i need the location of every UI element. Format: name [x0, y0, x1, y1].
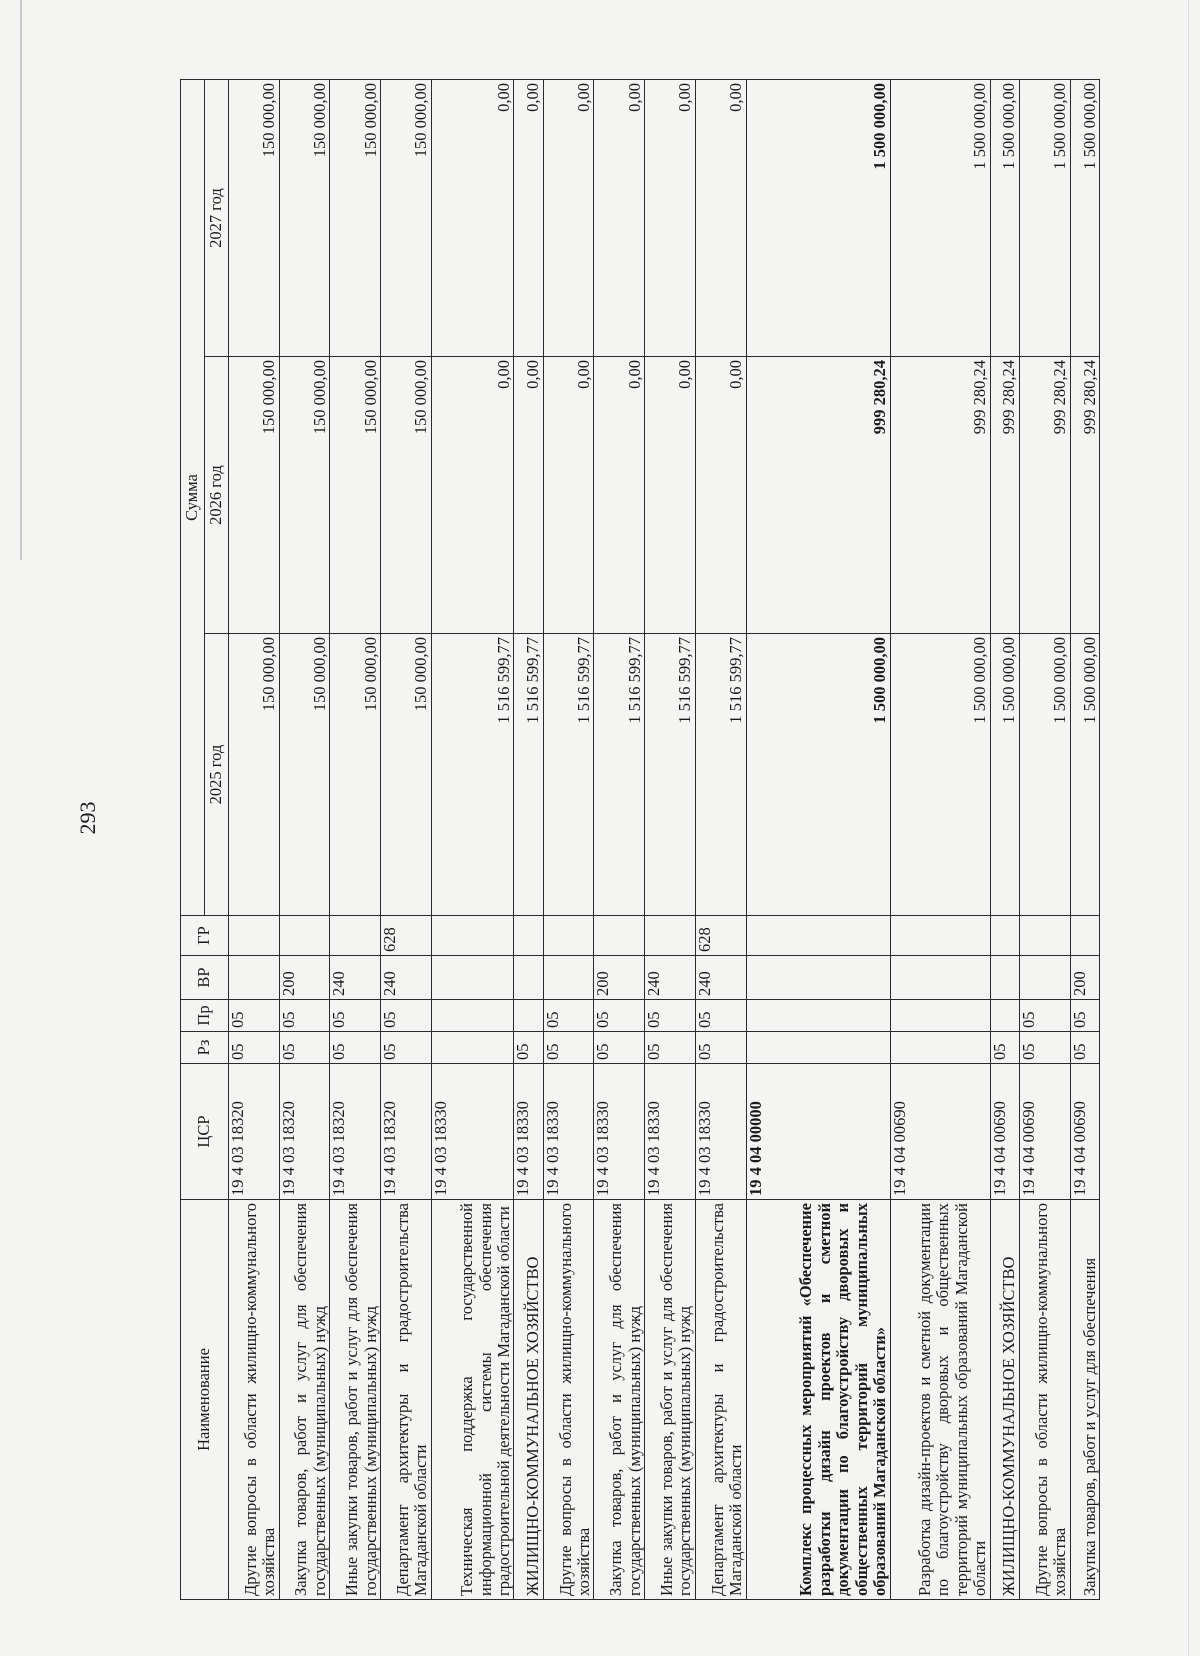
budget-table: [180, 79, 1100, 1600]
cell-y2027: 150 000,00: [229, 79, 280, 356]
table-row: [381, 79, 432, 1599]
cell-y2026: 0,00: [594, 357, 645, 634]
cell-name: Техническая поддержка государственной информационной системы обеспечения градостроительной деятельности Магаданской области: [431, 1200, 514, 1600]
cell-csr: 19 4 03 18330: [543, 1064, 594, 1200]
cell-y2026: 0,00: [431, 357, 514, 634]
cell-vr: 200: [279, 956, 330, 1000]
cell-y2025: 1 500 000,00: [990, 634, 1019, 916]
table-row: [1070, 79, 1099, 1599]
cell-y2025: 150 000,00: [381, 634, 432, 916]
table-row: [1019, 79, 1070, 1599]
cell-y2025: 1 516 599,77: [645, 634, 696, 916]
cell-rz: 05: [1019, 1032, 1070, 1064]
cell-y2027: 0,00: [645, 79, 696, 356]
cell-csr: 19 4 04 00690: [1070, 1064, 1099, 1200]
cell-gr: 628: [381, 916, 432, 956]
cell-y2026: 0,00: [514, 357, 543, 634]
cell-rz: 05: [543, 1032, 594, 1064]
header-gr: ГР: [181, 916, 229, 956]
cell-pr: 05: [1070, 1000, 1099, 1032]
cell-y2026: 0,00: [543, 357, 594, 634]
cell-rz: 05: [1070, 1032, 1099, 1064]
cell-gr: [645, 916, 696, 956]
cell-pr: 05: [229, 1000, 280, 1032]
table-row: [890, 79, 990, 1599]
cell-gr: [890, 916, 990, 956]
cell-vr: [543, 956, 594, 1000]
cell-gr: [594, 916, 645, 956]
cell-csr: 19 4 03 18320: [229, 1064, 280, 1200]
table-row: [746, 79, 890, 1599]
cell-vr: [1019, 956, 1070, 1000]
table-row: [990, 79, 1019, 1599]
cell-rz: 05: [990, 1032, 1019, 1064]
cell-y2026: 0,00: [645, 357, 696, 634]
cell-y2026: 150 000,00: [381, 357, 432, 634]
table-row: [594, 79, 645, 1599]
cell-y2027: 1 500 000,00: [746, 79, 890, 356]
cell-y2025: 1 516 599,77: [543, 634, 594, 916]
cell-rz: 05: [514, 1032, 543, 1064]
cell-y2026: 999 280,24: [990, 357, 1019, 634]
cell-gr: [514, 916, 543, 956]
cell-csr: 19 4 04 00000: [746, 1064, 890, 1200]
cell-vr: [229, 956, 280, 1000]
cell-name: Департамент архитектуры и градостроительства Магаданской области: [695, 1200, 746, 1600]
cell-pr: 05: [1019, 1000, 1070, 1032]
cell-name: Закупка товаров, работ и услуг для обеспечения государственных (муниципальных) нужд: [279, 1200, 330, 1600]
cell-pr: 05: [695, 1000, 746, 1032]
header-year-2025: 2025 год: [205, 634, 229, 916]
cell-pr: [746, 1000, 890, 1032]
cell-vr: [514, 956, 543, 1000]
cell-name: Разработка дизайн-проектов и сметной документации по благоустройству дворовых и общественных территорий муниципальных образований Магаданской области: [890, 1200, 990, 1600]
cell-rz: 05: [279, 1032, 330, 1064]
cell-name: Закупка товаров, работ и услуг для обеспечения: [1070, 1200, 1099, 1600]
cell-pr: [890, 1000, 990, 1032]
cell-name: ЖИЛИЩНО-КОММУНАЛЬНОЕ ХОЗЯЙСТВО: [514, 1200, 543, 1600]
table-row: [514, 79, 543, 1599]
cell-name: ЖИЛИЩНО-КОММУНАЛЬНОЕ ХОЗЯЙСТВО: [990, 1200, 1019, 1600]
cell-rz: [890, 1032, 990, 1064]
cell-y2027: 1 500 000,00: [890, 79, 990, 356]
cell-y2025: 1 500 000,00: [1070, 634, 1099, 916]
cell-pr: 05: [279, 1000, 330, 1032]
cell-y2025: 1 500 000,00: [1019, 634, 1070, 916]
header-name: Наименование: [181, 1200, 229, 1600]
header-sum: Сумма: [181, 79, 205, 915]
cell-rz: 05: [594, 1032, 645, 1064]
cell-y2026: 999 280,24: [1019, 357, 1070, 634]
cell-name: Другие вопросы в области жилищно-коммунального хозяйства: [543, 1200, 594, 1600]
cell-csr: 19 4 03 18330: [645, 1064, 696, 1200]
cell-rz: [431, 1032, 514, 1064]
cell-csr: 19 4 04 00690: [890, 1064, 990, 1200]
cell-csr: 19 4 03 18330: [594, 1064, 645, 1200]
table-row: [279, 79, 330, 1599]
cell-y2026: 150 000,00: [279, 357, 330, 634]
header-csr: ЦСР: [181, 1064, 229, 1200]
cell-y2025: 1 516 599,77: [514, 634, 543, 916]
cell-pr: [514, 1000, 543, 1032]
cell-csr: 19 4 03 18330: [514, 1064, 543, 1200]
cell-name: Комплекс процессных мероприятий «Обеспечение разработки дизайн проектов и сметной документации по благоустройству дворовых и общественных территорий муниципальных образований Магаданской области»: [746, 1200, 890, 1600]
cell-vr: [431, 956, 514, 1000]
scan-edge-line: [1188, 0, 1189, 1656]
budget-table-rotated: [180, 80, 1100, 1600]
cell-y2025: 150 000,00: [229, 634, 280, 916]
cell-csr: 19 4 03 18330: [695, 1064, 746, 1200]
cell-name: Иные закупки товаров, работ и услуг для обеспечения государственных (муниципальных) нужд: [645, 1200, 696, 1600]
cell-y2025: 1 500 000,00: [746, 634, 890, 916]
cell-y2027: 1 500 000,00: [990, 79, 1019, 356]
cell-y2025: 150 000,00: [279, 634, 330, 916]
cell-y2027: 1 500 000,00: [1019, 79, 1070, 356]
cell-vr: 200: [594, 956, 645, 1000]
cell-pr: 05: [381, 1000, 432, 1032]
cell-gr: [229, 916, 280, 956]
cell-gr: [1070, 916, 1099, 956]
cell-pr: 05: [330, 1000, 381, 1032]
cell-csr: 19 4 04 00690: [1019, 1064, 1070, 1200]
cell-y2027: 0,00: [594, 79, 645, 356]
cell-pr: 05: [594, 1000, 645, 1032]
table-row: [645, 79, 696, 1599]
cell-rz: 05: [229, 1032, 280, 1064]
header-pr: Пр: [181, 1000, 229, 1032]
cell-vr: 240: [645, 956, 696, 1000]
cell-pr: 05: [543, 1000, 594, 1032]
cell-pr: [431, 1000, 514, 1032]
scan-edge-line: [20, 0, 22, 560]
cell-rz: [746, 1032, 890, 1064]
table-row: [543, 79, 594, 1599]
cell-gr: [431, 916, 514, 956]
cell-y2026: 999 280,24: [746, 357, 890, 634]
cell-y2027: 0,00: [543, 79, 594, 356]
table-row: [695, 79, 746, 1599]
cell-y2027: 1 500 000,00: [1070, 79, 1099, 356]
table-row: [431, 79, 514, 1599]
table-body: [229, 79, 1100, 1599]
page-number: 293: [75, 801, 100, 835]
cell-y2026: 0,00: [695, 357, 746, 634]
cell-csr: 19 4 03 18320: [279, 1064, 330, 1200]
cell-vr: [890, 956, 990, 1000]
cell-rz: 05: [695, 1032, 746, 1064]
cell-y2027: 150 000,00: [381, 79, 432, 356]
cell-gr: [990, 916, 1019, 956]
cell-rz: 05: [381, 1032, 432, 1064]
cell-vr: [746, 956, 890, 1000]
cell-y2026: 999 280,24: [890, 357, 990, 634]
cell-vr: 200: [1070, 956, 1099, 1000]
header-rz: Рз: [181, 1032, 229, 1064]
cell-name: Другие вопросы в области жилищно-коммунального хозяйства: [1019, 1200, 1070, 1600]
cell-gr: [1019, 916, 1070, 956]
cell-y2025: 1 516 599,77: [695, 634, 746, 916]
cell-gr: [279, 916, 330, 956]
cell-y2025: 150 000,00: [330, 634, 381, 916]
header-year-2026: 2026 год: [205, 357, 229, 634]
cell-csr: 19 4 03 18320: [381, 1064, 432, 1200]
cell-y2026: 150 000,00: [229, 357, 280, 634]
cell-gr: [330, 916, 381, 956]
cell-csr: 19 4 04 00690: [990, 1064, 1019, 1200]
cell-rz: 05: [645, 1032, 696, 1064]
cell-pr: [990, 1000, 1019, 1032]
cell-rz: 05: [330, 1032, 381, 1064]
cell-gr: [543, 916, 594, 956]
cell-y2027: 0,00: [514, 79, 543, 356]
cell-gr: 628: [695, 916, 746, 956]
cell-y2026: 999 280,24: [1070, 357, 1099, 634]
cell-y2027: 150 000,00: [330, 79, 381, 356]
cell-csr: 19 4 03 18330: [431, 1064, 514, 1200]
cell-y2026: 150 000,00: [330, 357, 381, 634]
cell-name: Департамент архитектуры и градостроительства Магаданской области: [381, 1200, 432, 1600]
cell-vr: 240: [330, 956, 381, 1000]
cell-y2027: 150 000,00: [279, 79, 330, 356]
cell-name: Иные закупки товаров, работ и услуг для обеспечения государственных (муниципальных) нужд: [330, 1200, 381, 1600]
cell-y2025: 1 516 599,77: [431, 634, 514, 916]
header-vr: ВР: [181, 956, 229, 1000]
header-year-2027: 2027 год: [205, 79, 229, 356]
cell-y2025: 1 516 599,77: [594, 634, 645, 916]
cell-vr: 240: [695, 956, 746, 1000]
table-row: [229, 79, 280, 1599]
cell-csr: 19 4 03 18320: [330, 1064, 381, 1200]
cell-y2027: 0,00: [695, 79, 746, 356]
cell-name: Закупка товаров, работ и услуг для обеспечения государственных (муниципальных) нужд: [594, 1200, 645, 1600]
cell-gr: [746, 916, 890, 956]
cell-name: Другие вопросы в области жилищно-коммунального хозяйства: [229, 1200, 280, 1600]
cell-pr: 05: [645, 1000, 696, 1032]
cell-vr: [990, 956, 1019, 1000]
cell-y2027: 0,00: [431, 79, 514, 356]
table-row: [330, 79, 381, 1599]
cell-vr: 240: [381, 956, 432, 1000]
cell-y2025: 1 500 000,00: [890, 634, 990, 916]
